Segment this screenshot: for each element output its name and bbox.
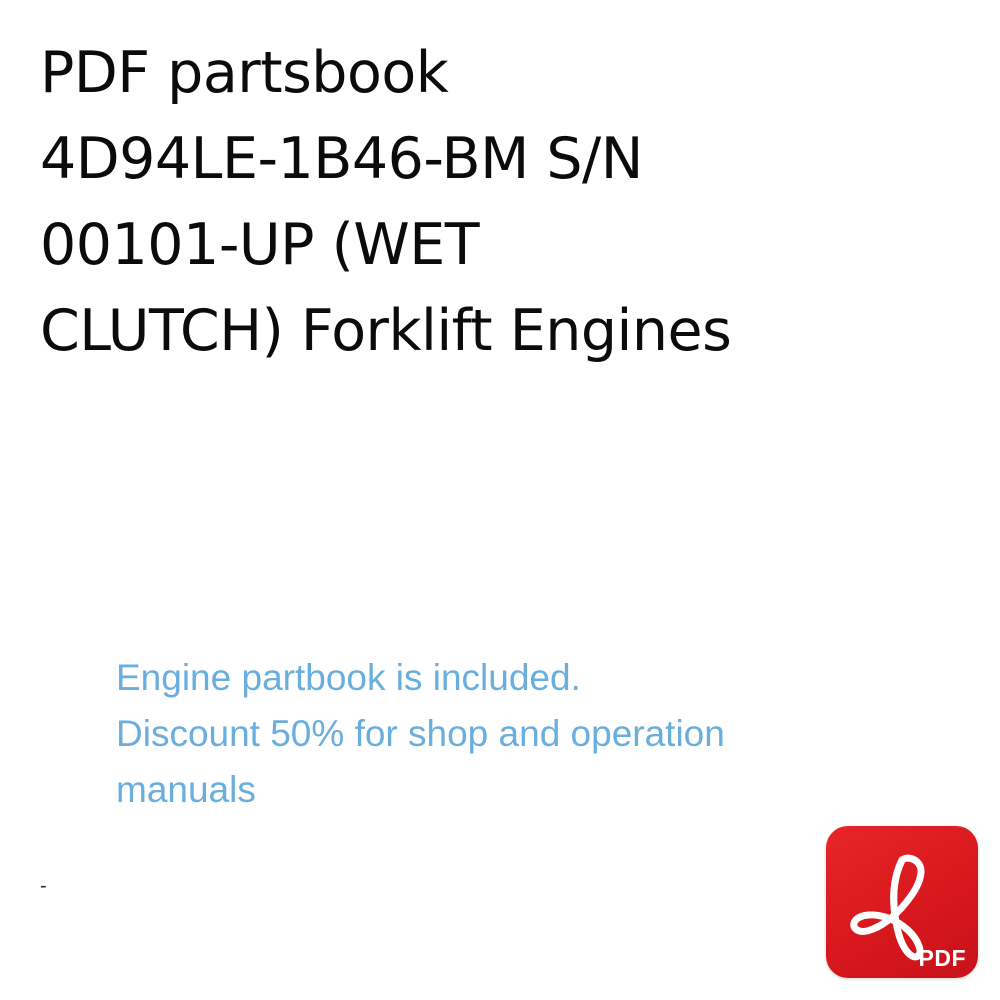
- promo-line-1: Engine partbook is included.: [116, 657, 581, 698]
- promo-line-3: manuals: [116, 769, 256, 810]
- pdf-badge-label: PDF: [918, 945, 966, 971]
- dash-mark: -: [40, 875, 47, 897]
- title-line-4: CLUTCH) Forklift Engines: [40, 298, 732, 364]
- page-title: [40, 30, 830, 374]
- promo-text: [116, 650, 916, 818]
- title-line-1: PDF partsbook: [40, 40, 449, 106]
- promo-line-2: Discount 50% for shop and operation: [116, 713, 725, 754]
- adobe-acrobat-icon: [826, 826, 978, 978]
- title-line-3: 00101-UP (WET: [40, 212, 480, 278]
- title-line-2: 4D94LE-1B46-BM S/N: [40, 126, 643, 192]
